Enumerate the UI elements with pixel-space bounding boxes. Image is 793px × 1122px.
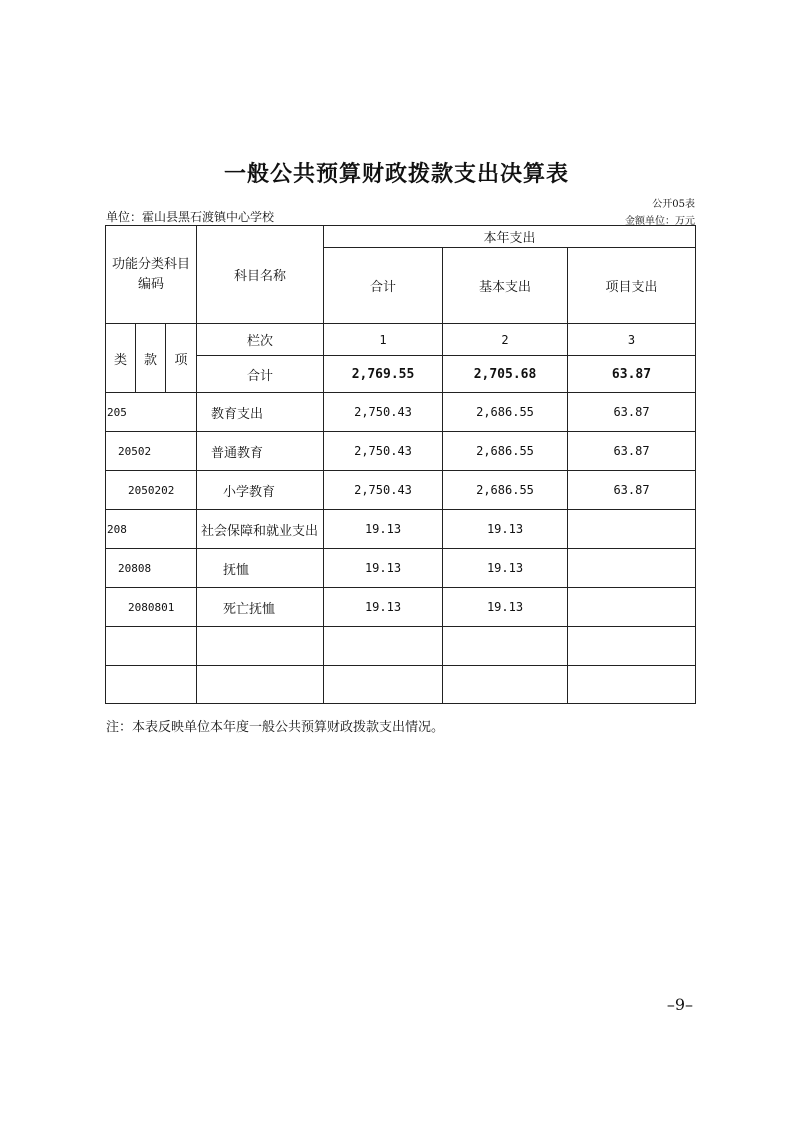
table-row xyxy=(106,393,696,432)
sum-project: 63.87 xyxy=(568,356,696,393)
row-name: 小学教育 xyxy=(197,471,324,510)
header-func-code: 功能分类科目编码 xyxy=(106,226,197,324)
form-number: 公开05表 xyxy=(652,199,695,210)
table-row xyxy=(106,471,696,510)
row-code: 205 xyxy=(106,393,197,432)
column-no-label: 栏次 xyxy=(197,324,324,356)
table-row xyxy=(106,549,696,588)
row-name: 抚恤 xyxy=(197,549,324,588)
page-number: –9– xyxy=(666,995,693,1014)
row-name: 教育支出 xyxy=(197,393,324,432)
header-basic: 基本支出 xyxy=(443,248,568,324)
column-no-1: 1 xyxy=(324,324,443,356)
row-project xyxy=(568,549,696,588)
row-total: 19.13 xyxy=(324,588,443,627)
row-basic: 2,686.55 xyxy=(443,432,568,471)
row-name: 社会保障和就业支出 xyxy=(197,510,324,549)
header-lei: 类 xyxy=(106,324,136,393)
table-row xyxy=(106,432,696,471)
row-code: 208 xyxy=(106,510,197,549)
row-total: 2,750.43 xyxy=(324,471,443,510)
row-project: 63.87 xyxy=(568,393,696,432)
row-basic: 2,686.55 xyxy=(443,393,568,432)
column-no-2: 2 xyxy=(443,324,568,356)
header-subject-name: 科目名称 xyxy=(197,226,324,324)
row-total: 19.13 xyxy=(324,510,443,549)
amount-unit: 金额单位：万元 xyxy=(625,216,695,227)
table-row xyxy=(106,588,696,627)
row-basic: 2,686.55 xyxy=(443,471,568,510)
table-note: 注：本表反映单位本年度一般公共预算财政拨款支出情况。 xyxy=(106,720,445,735)
page-title: 一般公共预算财政拨款支出决算表 xyxy=(223,162,569,187)
header-kuan: 款 xyxy=(136,324,166,393)
row-project xyxy=(568,510,696,549)
row-project: 63.87 xyxy=(568,432,696,471)
row-code: 20808 xyxy=(106,549,197,588)
empty-row xyxy=(106,666,696,704)
row-total: 2,750.43 xyxy=(324,393,443,432)
expenditure-table xyxy=(105,225,696,704)
empty-row xyxy=(106,627,696,666)
row-basic: 19.13 xyxy=(443,549,568,588)
row-name: 死亡抚恤 xyxy=(197,588,324,627)
row-basic: 19.13 xyxy=(443,510,568,549)
unit-name: 单位：霍山县黑石渡镇中心学校 xyxy=(106,210,275,224)
sum-basic: 2,705.68 xyxy=(443,356,568,393)
row-code: 20502 xyxy=(106,432,197,471)
header-total: 合计 xyxy=(324,248,443,324)
row-name: 普通教育 xyxy=(197,432,324,471)
row-total: 2,750.43 xyxy=(324,432,443,471)
header-current-year: 本年支出 xyxy=(324,226,696,248)
sum-label: 合计 xyxy=(197,356,324,393)
sum-total: 2,769.55 xyxy=(324,356,443,393)
row-project: 63.87 xyxy=(568,471,696,510)
header-project: 项目支出 xyxy=(568,248,696,324)
header-xiang: 项 xyxy=(166,324,197,393)
column-no-3: 3 xyxy=(568,324,696,356)
row-code: 2050202 xyxy=(106,471,197,510)
row-code: 2080801 xyxy=(106,588,197,627)
row-project xyxy=(568,588,696,627)
row-basic: 19.13 xyxy=(443,588,568,627)
table-row xyxy=(106,510,696,549)
row-total: 19.13 xyxy=(324,549,443,588)
